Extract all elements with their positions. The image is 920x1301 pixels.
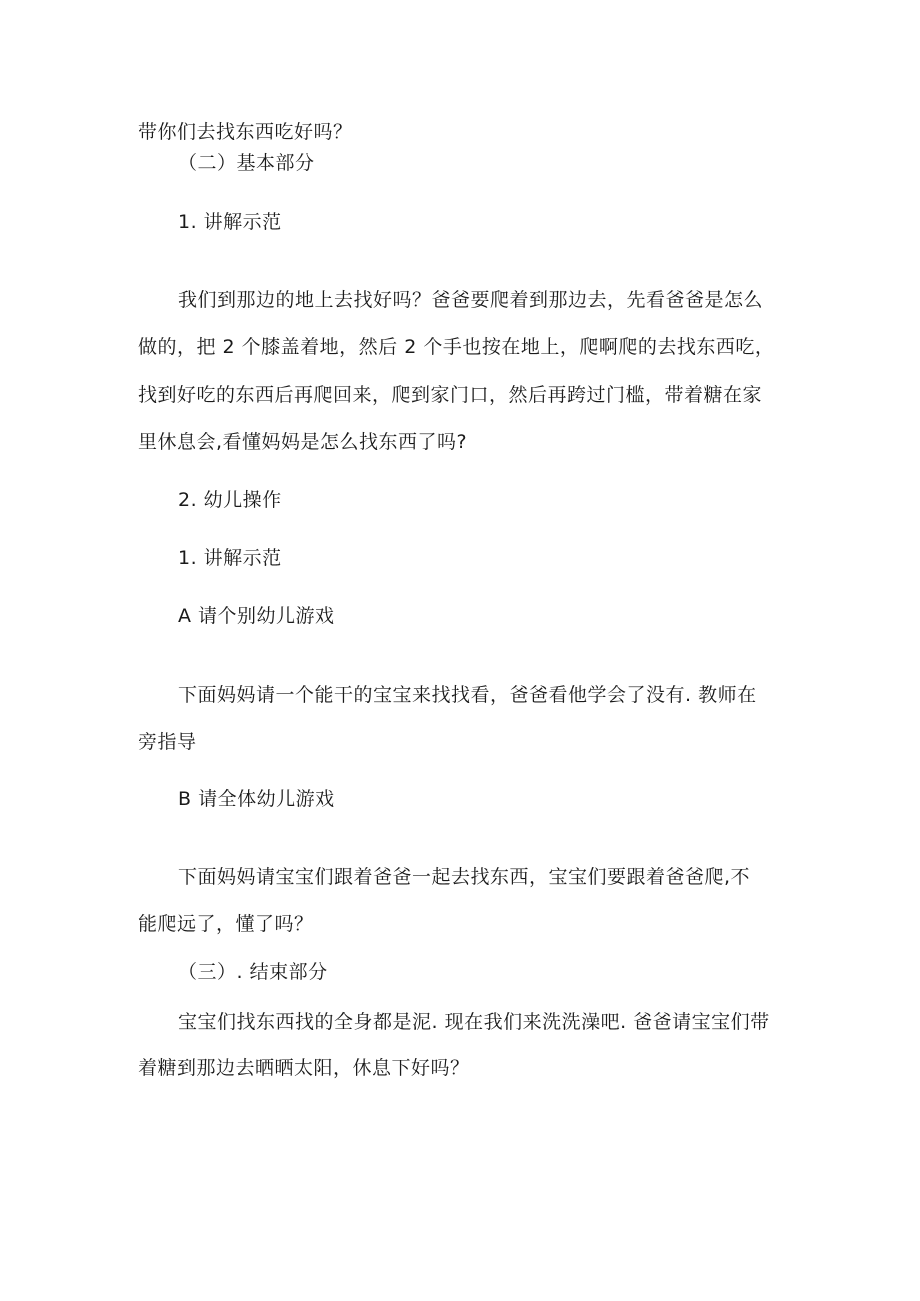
paragraph-line: 找到好吃的东西后再爬回来，爬到家门口，然后再跨过门槛，带着糖在家 [138,384,763,406]
paragraph-line: 里休息会,看懂妈妈是怎么找东西了吗? [138,431,468,453]
section-heading-basic: （二）基本部分 [178,152,315,174]
paragraph-line: 我们到那边的地上去找好吗？爸爸要爬着到那边去，先看爸爸是怎么 [178,289,764,311]
paragraph-line: 下面妈妈请一个能干的宝宝来找找看，爸爸看他学会了没有. 教师在 [178,684,757,706]
paragraph-line: 做的，把 2 个膝盖着地，然后 2 个手也按在地上，爬啊爬的去找东西吃， [138,336,775,358]
paragraph-line: 旁指导 [138,731,197,753]
paragraph-line: 下面妈妈请宝宝们跟着爸爸一起去找东西，宝宝们要跟着爸爸爬,不 [178,866,751,888]
paragraph-line: 带你们去找东西吃好吗？ [138,121,353,143]
subheading-group-game: B 请全体幼儿游戏 [178,788,335,810]
paragraph-line: 能爬远了，懂了吗？ [138,913,314,935]
subheading-child-operation: 2. 幼儿操作 [178,489,282,511]
section-heading-ending: （三）. 结束部分 [178,961,328,983]
subheading-demonstration: 1. 讲解示范 [178,547,282,569]
subheading-individual-game: A 请个别幼儿游戏 [178,605,335,627]
paragraph-line: 宝宝们找东西找的全身都是泥. 现在我们来洗洗澡吧. 爸爸请宝宝们带 [178,1011,770,1033]
subheading-demonstration: 1. 讲解示范 [178,211,282,233]
paragraph-line: 着糖到那边去晒晒太阳，休息下好吗？ [138,1057,470,1079]
